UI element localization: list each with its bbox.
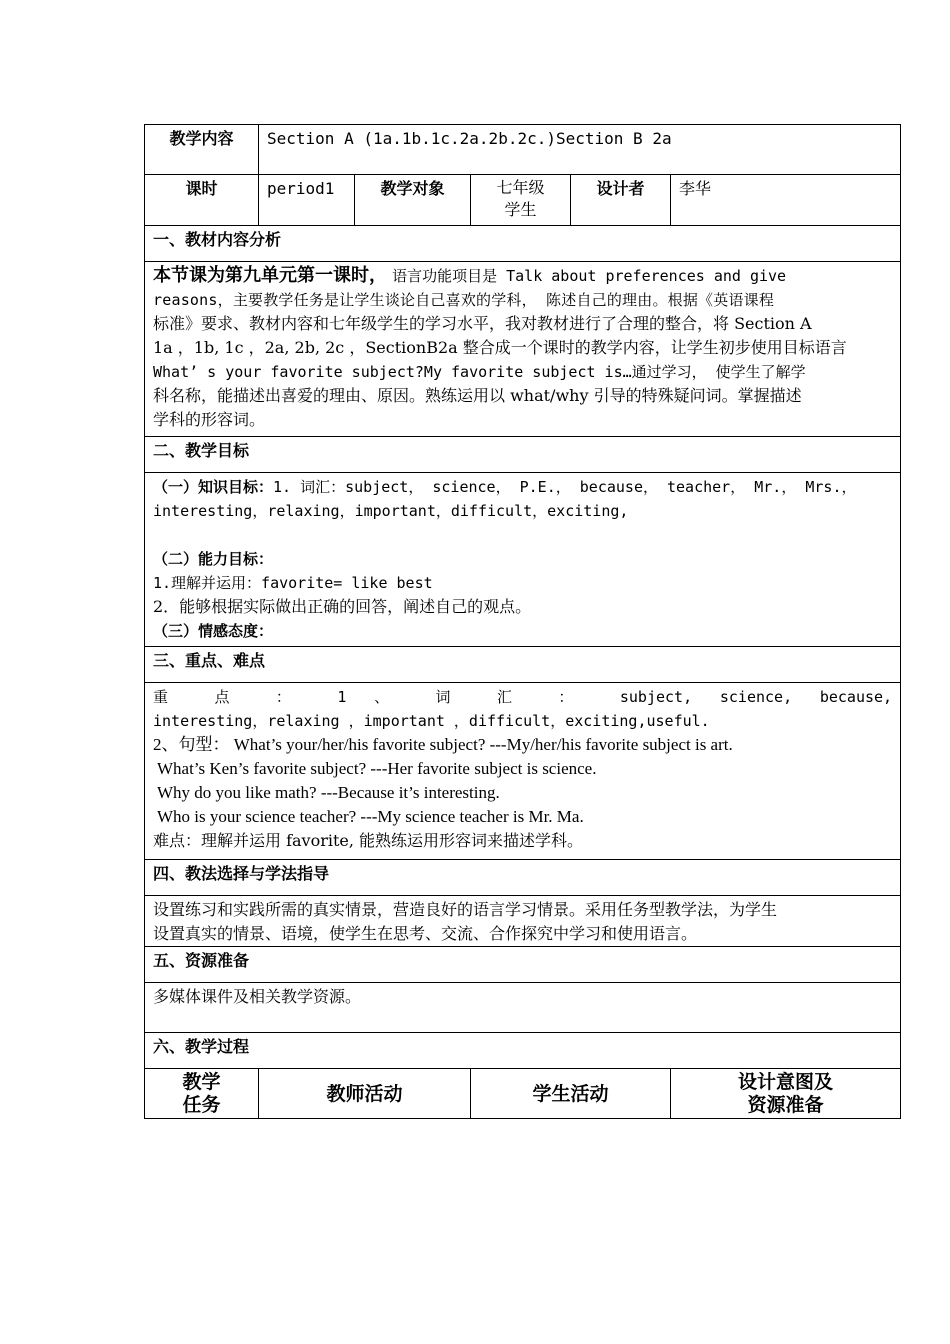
section1-lead: 本节课为第九单元第一课时，: [153, 265, 387, 286]
section1-title: 一、教材内容分析: [145, 226, 901, 262]
period-value: period1: [259, 175, 355, 226]
section3-body-row: [145, 683, 901, 860]
section3-title: 三、重点、难点: [145, 647, 901, 683]
difficulty-line: 难点：理解并运用 favorite, 能熟练运用形容词来描述学科。: [153, 831, 584, 850]
content-label: 教学内容: [145, 125, 259, 175]
section1-body-row: [145, 262, 901, 437]
section6-title: 六、教学过程: [145, 1033, 901, 1069]
section5-body-row: [145, 983, 901, 1033]
process-columns-row: [145, 1069, 901, 1119]
section5-text: 多媒体课件及相关教学资源。: [145, 983, 901, 1033]
audience-label: 教学对象: [355, 175, 471, 226]
period-label: 课时: [145, 175, 259, 226]
section1-text: 本节课为第九单元第一课时， 语言功能项目是 Talk about preferences and give reasons，主要教学任务是让学生谈论自己喜欢的学科， 陈述自己的理由。根据《英语课程 标准》要求、教材内容和七年级学生的学习水平，我对教材进行了合理的整合，将 Section A 1a ，1b, 1c ，2a, 2b, 2c ，SectionB2a 整合成一个课时的教学内容，让学生初步使用目标语言 What’ s your favorite subject?My favorite subject is…通过学习， 使学生了解学 科名称，能描述出喜爱的理由、原因。熟练运用以 what/why 引导的特殊疑问词。掌握描述 学科的形容词。: [145, 262, 901, 437]
ability-label: （二）能力目标：: [153, 550, 274, 568]
col-task: 教学 任务: [145, 1069, 259, 1119]
section4-text: 设置练习和实践所需的真实情景，营造良好的语言学习情景。采用任务型教学法，为学生 设置真实的情景、语境，使学生在思考、交流、合作探究中学习和使用语言。: [145, 896, 901, 947]
col-teacher: 教师活动: [259, 1069, 471, 1119]
section2-header-row: [145, 437, 901, 473]
content-row: [145, 125, 901, 175]
content-value: Section A (1a.1b.1c.2a.2b.2c.)Section B 2a: [259, 125, 901, 175]
lesson-plan-table: [144, 124, 901, 1119]
section4-body-row: [145, 896, 901, 947]
section5-title: 五、资源准备: [145, 947, 901, 983]
period-row: [145, 175, 901, 226]
knowledge-label: （一）知识目标：: [153, 478, 274, 496]
section1-header-row: [145, 226, 901, 262]
section4-title: 四、教法选择与学法指导: [145, 860, 901, 896]
section4-header-row: [145, 860, 901, 896]
section2-body-row: [145, 473, 901, 647]
audience-value: 七年级 学生: [471, 175, 571, 226]
section2-text: （一）知识目标：1. 词汇：subject， science， P.E.， because， teacher， Mr.， Mrs.， interesting，relaxing，important，difficult，exciting, （二）能力目标： 1.理解并运用：favorite= like best 2．能够根据实际做出正确的回答，阐述自己的观点。 （三）情感态度：: [145, 473, 901, 647]
section6-header-row: [145, 1033, 901, 1069]
attitude-label: （三）情感态度：: [153, 622, 274, 640]
section3-text: 重 点 ： 1 、 词 汇 ： subject, science, because, interesting，relaxing ，important ，difficult，exciting,useful. 2、句型： What’s your/her/his favorite subject? ---My/her/his favorite subject is art. What’s Ken’s favorite subject? ---Her favorite subject is science. Why do you like math? ---Because it’s interesting. Who is your science teacher? ---My science teacher is Mr. Ma. 难点：理解并运用 favorite, 能熟练运用形容词来描述学科。: [145, 683, 901, 860]
keypoint-line: 重 点 ： 1 、 词 汇 ： subject, science, because,: [153, 688, 893, 706]
designer-label: 设计者: [571, 175, 671, 226]
col-student: 学生活动: [471, 1069, 671, 1119]
col-design: 设计意图及 资源准备: [671, 1069, 901, 1119]
section3-header-row: [145, 647, 901, 683]
section2-title: 二、教学目标: [145, 437, 901, 473]
section5-header-row: [145, 947, 901, 983]
designer-value: 李华: [671, 175, 901, 226]
